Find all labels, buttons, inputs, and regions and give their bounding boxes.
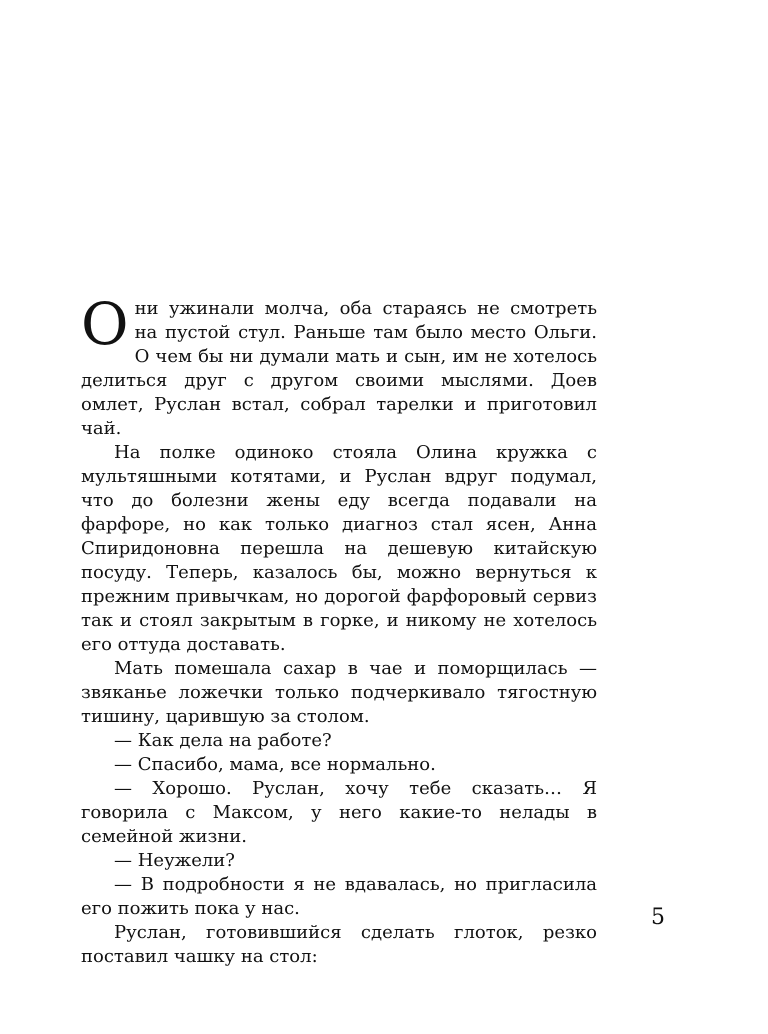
dialogue-line-4: — Неужели? [114,850,235,871]
paragraph-1-text: ни ужинали молча, оба стараясь не смотреть на пустой стул. Раньше там было место Ольги. О чем бы ни думали мать и сын, им не хотелось делиться друг с другом своими мыслями. Доев омлет, Руслан встал, собрал тарелки и приготовил чай. [81,298,597,439]
dialogue-line-1: — Как дела на работе? [114,730,332,751]
paragraph-3: Мать помешала сахар в чае и поморщилась — звяканье ложечки только подчеркивало тягостную тишину, царившую за столом. [81,658,597,727]
dialogue-line-3: — Хорошо. Руслан, хочу тебе сказать… Я говорила с Максом, у него какие-то нелады в семейной жизни. [81,778,597,847]
drop-cap: О [81,290,129,358]
paragraph-2: На полке одиноко стояла Олина кружка с мультяшными котятами, и Руслан вдруг подумал, что до болезни жены еду всегда подавали на фарфоре, но как только диагноз стал ясен, Анна Спиридоновна перешла на дешевую китайскую посуду. Теперь, казалось бы, можно вернуться к прежним привычкам, но дорогой фарфоровый сервиз так и стоял закрытым в горке, и никому не хотелось его оттуда доставать. [81,442,597,655]
body-text [81,290,597,969]
page-number: 5 [651,905,665,930]
dialogue-line-2: — Спасибо, мама, все нормально. [114,754,436,775]
paragraph-last: Руслан, готовившийся сделать глоток, резко поставил чашку на стол: [81,922,597,967]
dialogue-line-5: — В подробности я не вдавалась, но пригласила его пожить пока у нас. [81,874,597,919]
paragraph-1 [81,290,597,441]
